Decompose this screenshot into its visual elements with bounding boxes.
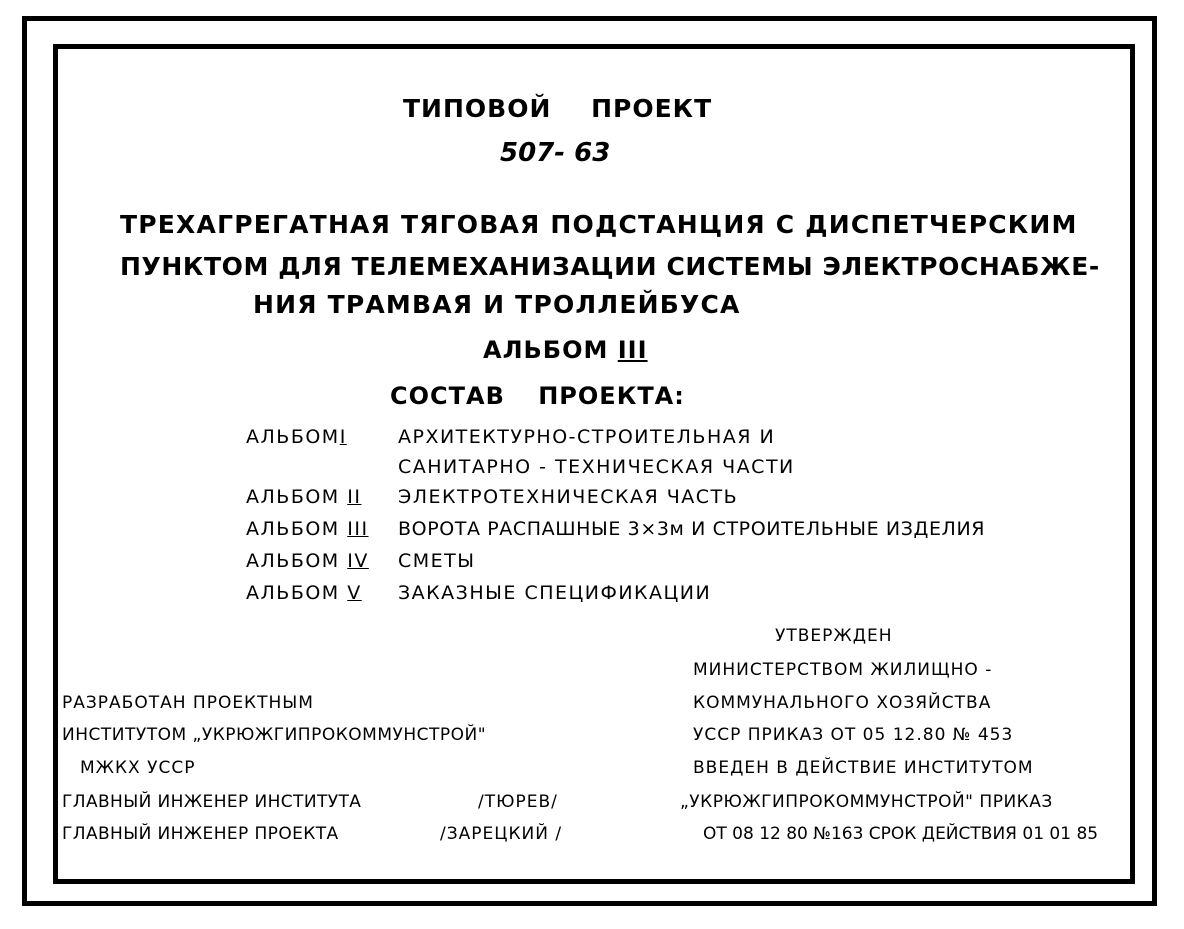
composition-item-numeral: III <box>347 518 369 540</box>
composition-item-text: ЗАКАЗНЫЕ СПЕЦИФИКАЦИИ <box>398 582 712 604</box>
composition-item-text: САНИТАРНО - ТЕХНИЧЕСКАЯ ЧАСТИ <box>398 456 795 478</box>
approved-line-5: ВВЕДЕН В ДЕЙСТВИЕ ИНСТИТУТОМ <box>693 758 1034 778</box>
chief-engineer-project-name: /ЗАРЕЦКИЙ / <box>440 824 563 844</box>
album-label <box>483 338 648 362</box>
composition-item-numeral: II <box>347 486 362 508</box>
developed-line-3: МЖКХ УССР <box>80 758 196 778</box>
composition-item <box>246 520 369 539</box>
project-number: 507- 63 <box>500 138 611 168</box>
composition-item-numeral: IV <box>347 550 369 572</box>
composition-item-numeral: V <box>347 582 362 604</box>
chief-engineer-institute: ГЛАВНЫЙ ИНЖЕНЕР ИНСТИТУТА <box>62 792 362 812</box>
title-line-2: ПУНКТОМ ДЛЯ ТЕЛЕМЕХАНИЗАЦИИ СИСТЕМЫ ЭЛЕКТРОСНАБЖЕ- <box>120 252 1100 281</box>
composition-item <box>246 428 347 447</box>
composition-item-text: СМЕТЫ <box>398 550 476 572</box>
approved-line-1: УТВЕРЖДЕН <box>775 626 893 646</box>
composition-item <box>246 552 369 571</box>
composition-item-text: ЭЛЕКТРОТЕХНИЧЕСКАЯ ЧАСТЬ <box>398 486 739 508</box>
album-label-text: АЛЬБОМ <box>483 336 609 364</box>
composition-item-label: АЛЬБОМ <box>246 518 340 540</box>
title-line-3: НИЯ ТРАМВАЯ И ТРОЛЛЕЙБУСА <box>253 290 741 319</box>
typical-project-heading: ТИПОВОЙ ПРОЕКТ <box>403 94 713 123</box>
composition-item-numeral: I <box>339 426 347 448</box>
composition-heading: СОСТАВ ПРОЕКТА: <box>390 382 685 410</box>
developed-line-1: РАЗРАБОТАН ПРОЕКТНЫМ <box>62 693 314 713</box>
composition-item-label: АЛЬБОМ <box>246 486 340 508</box>
chief-engineer-institute-name: /ТЮРЕВ/ <box>478 792 558 812</box>
chief-engineer-project: ГЛАВНЫЙ ИНЖЕНЕР ПРОЕКТА <box>62 824 339 844</box>
approved-line-7: ОТ 08 12 80 №163 СРОК ДЕЙСТВИЯ 01 01 85 <box>703 824 1099 844</box>
composition-item-label: АЛЬБОМ <box>246 550 340 572</box>
composition-item-text: ВОРОТА РАСПАШНЫЕ 3×3м И СТРОИТЕЛЬНЫЕ ИЗДЕЛИЯ <box>398 518 986 540</box>
album-numeral: III <box>617 336 648 364</box>
approved-line-3: КОММУНАЛЬНОГО ХОЗЯЙСТВА <box>693 693 992 713</box>
composition-item-text: АРХИТЕКТУРНО-СТРОИТЕЛЬНАЯ И <box>398 426 776 448</box>
developed-line-2: ИНСТИТУТОМ „УКРЮЖГИПРОКОММУНСТРОЙ" <box>62 725 487 745</box>
approved-line-4: УССР ПРИКАЗ ОТ 05 12.80 № 453 <box>693 725 1014 745</box>
title-line-1: ТРЕХАГРЕГАТНАЯ ТЯГОВАЯ ПОДСТАНЦИЯ С ДИСПЕТЧЕРСКИМ <box>120 210 1078 239</box>
composition-item <box>246 488 361 507</box>
approved-line-2: МИНИСТЕРСТВОМ ЖИЛИЩНО - <box>693 660 993 680</box>
composition-item-label: АЛЬБОМ <box>246 426 340 448</box>
composition-item-label: АЛЬБОМ <box>246 582 340 604</box>
approved-line-6: „УКРЮЖГИПРОКОММУНСТРОЙ" ПРИКАЗ <box>680 792 1053 812</box>
composition-item <box>246 584 362 603</box>
